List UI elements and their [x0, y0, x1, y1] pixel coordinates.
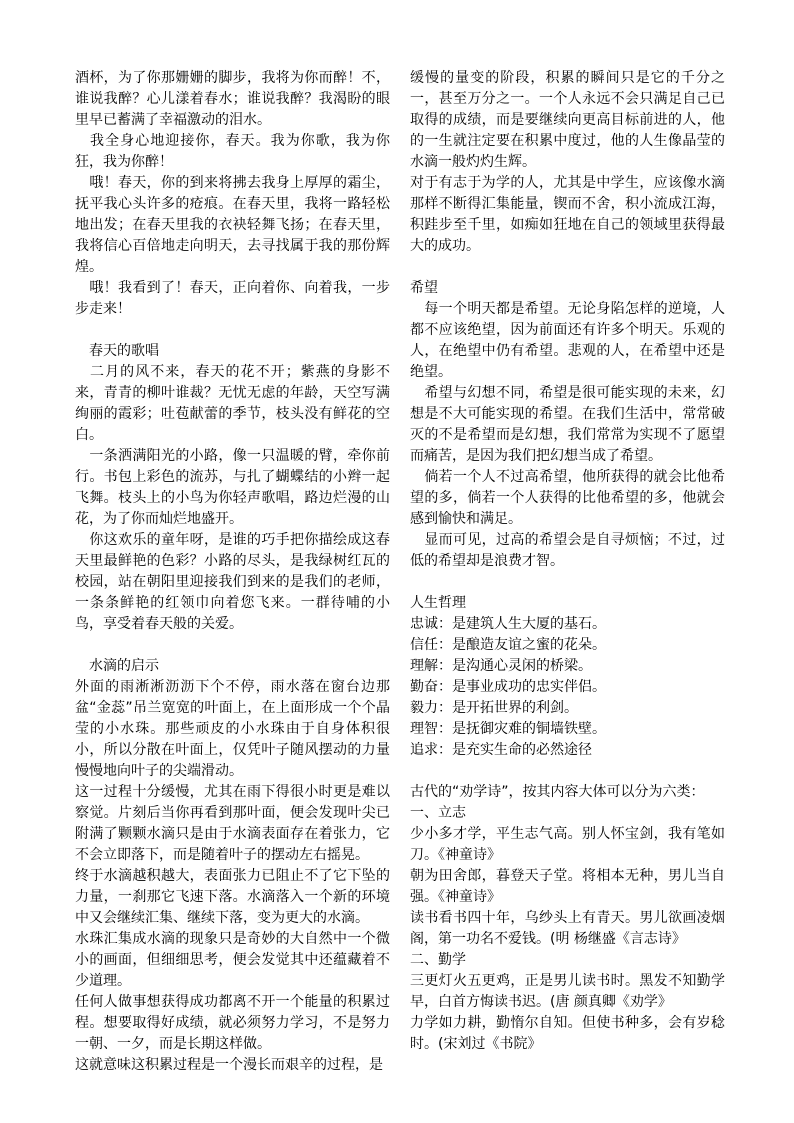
paragraph: 理解：是沟通心灵闲的桥梁。: [410, 658, 592, 674]
paragraph: 酒杯，为了你那姗姗的脚步，我将为你而醉！不，谁说我醉？心儿漾着春水；谁说我醉？我渴盼的眼里早已蓄满了幸福激动的泪水。: [75, 70, 390, 128]
paragraph: 外面的雨淅淅沥沥下个不停，雨水落在窗台边那盆“金蕊”吊兰宽宽的叶面上，在上面形成一个个晶莹的小水珠。那些顽皮的小水珠由于自身体积很小，所以分散在叶面上，仅凭叶子随风摆动的力量慢慢地向叶子的尖端滑动。: [75, 679, 390, 779]
paragraph: 希望与幻想不同，希望是很可能实现的未来，幻想是不大可能实现的希望。在我们生活中，常常破灭的不是希望而是幻想，我们常常为实现不了愿望而痛苦，是因为我们把幻想当成了希望。: [410, 385, 725, 464]
right-column: [410, 68, 725, 1055]
paragraph: 哦！春天，你的到来将拂去我身上厚厚的霜尘，抚平我心头许多的疮痕。在春天里，我将一路轻松地出发；在春天里我的衣袂轻舞飞扬；在春天里，我将信心百倍地走向明天，去寻找属于我的那份辉煌。: [75, 175, 390, 275]
paragraph: 任何人做事想获得成功都离不开一个能量的积累过程。想要取得好成绩，就必须努力学习，不是努力一朝、一夕，而是长期这样做。: [75, 994, 390, 1052]
paragraph: 读书看书四十年，乌纱头上有青天。男儿欲画凌烟阁，第一功名不爱钱。(明 杨继盛《言志诗》: [410, 910, 725, 947]
paragraph: 你这欢乐的童年呀，是谁的巧手把你描绘成这春天里最鲜艳的色彩？小路的尽头，是我绿树红瓦的校园，站在朝阳里迎接我们到来的是我们的老师，一条条鲜艳的红领巾向着您飞来。一群待哺的小鸟，享受着春天般的关爱。: [75, 532, 390, 632]
paragraph: 一条洒满阳光的小路，像一只温暖的臂，牵你前行。书包上彩色的流苏，与扎了蝴蝶结的小辫一起飞舞。枝头上的小鸟为你轻声歌唱，路边烂漫的山花，为了你而灿烂地盛开。: [75, 448, 390, 527]
paragraph: 哦！我看到了！春天，正向着你、向着我，一步步走来！: [75, 280, 390, 317]
paragraph: 对于有志于为学的人，尤其是中学生，应该像水滴那样不断得汇集能量，锲而不舍，积小流成江海，积跬步至千里，如痴如狂地在自己的领域里获得最大的成功。: [410, 175, 725, 254]
paragraph-spacer: [75, 320, 390, 341]
paragraph: 信任：是酿造友谊之蜜的花朵。: [410, 637, 606, 653]
paragraph: 追求：是充实生命的必然途径: [410, 742, 592, 758]
paragraph-spacer: [410, 257, 725, 278]
paragraph: 终于水滴越积越大，表面张力已阻止不了它下坠的力量，一刹那它飞速下落。水滴落入一个新的环境中又会继续汇集、继续下落，变为更大的水滴。: [75, 868, 390, 926]
paragraph: 倘若一个人不过高希望，他所获得的就会比他希望的多，倘若一个人获得的比他希望的多，他就会感到愉快和满足。: [410, 469, 725, 527]
paragraph: 二月的风不来，春天的花不开；紫燕的身影不来，青青的柳叶谁裁？无忧无虑的年龄，天空写满绚丽的霞彩；吐苞献蕾的季节，枝头没有鲜花的空白。: [75, 364, 390, 443]
paragraph: 希望: [410, 280, 438, 296]
paragraph: 二、勤学: [410, 952, 466, 968]
paragraph: 显而可见，过高的希望会是自寻烦恼；不过，过低的希望却是浪费才智。: [410, 532, 725, 569]
paragraph: 力学如力耕，勤惰尔自知。但使书种多，会有岁稔时。(宋刘过《书院》: [410, 1015, 725, 1052]
paragraph: 朝为田舍郎，暮登天子堂。将相本无种，男儿当自强。《神童诗》: [410, 868, 725, 905]
paragraph: 勤奋：是事业成功的忠实伴侣。: [410, 679, 606, 695]
paragraph: 毅力：是开拓世界的利剑。: [410, 700, 578, 716]
left-column: [75, 68, 390, 1076]
paragraph-spacer: [75, 635, 390, 656]
paragraph: 古代的“劝学诗”，按其内容大体可以分为六类：: [410, 784, 705, 800]
paragraph: 我全身心地迎接你，春天。我为你歌，我为你狂，我为你醉！: [75, 133, 390, 170]
paragraph: 人生哲理: [410, 595, 466, 611]
paragraph: 忠诚：是建筑人生大厦的基石。: [410, 616, 606, 632]
paragraph: 这就意味这积累过程是一个漫长而艰辛的过程，是: [75, 1057, 383, 1073]
paragraph-spacer: [410, 572, 725, 593]
paragraph: 缓慢的量变的阶段，积累的瞬间只是它的千分之一，甚至万分之一。一个人永远不会只满足自己已取得的成绩，而是要继续向更高目标前进的人，他的一生就注定要在积累中度过，他的人生像晶莹的水滴一般灼灼生辉。: [410, 70, 725, 170]
paragraph: 这一过程十分缓慢，尤其在雨下得很小时更是难以察觉。片刻后当你再看到那叶面，便会发现叶尖已附满了颗颗水滴只是由于水滴表面存在着张力，它不会立即落下，而是随着叶子的摆动左右摇晃。: [75, 784, 390, 863]
paragraph: 每一个明天都是希望。无论身陷怎样的逆境，人都不应该绝望，因为前面还有许多个明天。乐观的人，在绝望中仍有希望。悲观的人，在希望中还是绝望。: [410, 301, 725, 380]
paragraph: 一、立志: [410, 805, 466, 821]
paragraph: 理智：是抚御灾难的铜墙铁壁。: [410, 721, 606, 737]
paragraph-spacer: [410, 761, 725, 782]
paragraph: 春天的歌唱: [75, 343, 159, 359]
paragraph: 水滴的启示: [75, 658, 159, 674]
paragraph: 少小多才学，平生志气高。别人怀宝剑，我有笔如刀。《神童诗》: [410, 826, 725, 863]
paragraph: 三更灯火五更鸡，正是男儿读书时。黑发不知勤学早，白首方悔读书迟。(唐 颜真卿《劝学》: [410, 973, 725, 1010]
paragraph: 水珠汇集成水滴的现象只是奇妙的大自然中一个微小的画面，但细细思考，便会发觉其中还蕴藏着不少道理。: [75, 931, 390, 989]
